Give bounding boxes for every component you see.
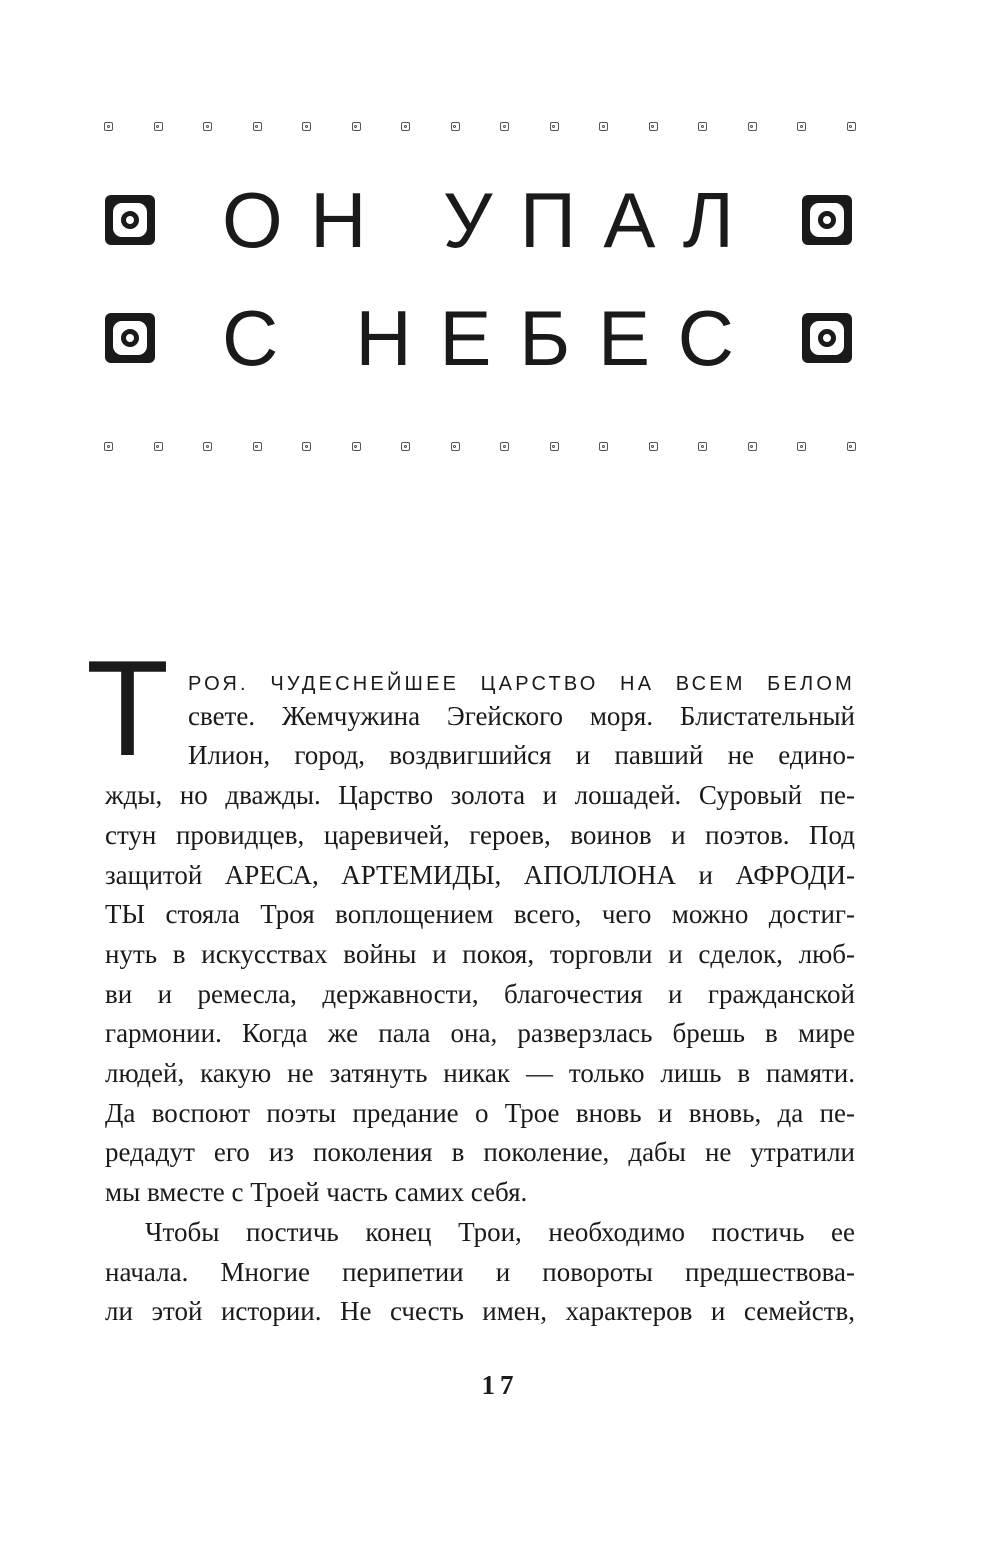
dot-ornament-icon [748,122,757,131]
title-letter: О [222,176,283,264]
title-letter [306,298,328,378]
text-line: нуть в искусствах войны и покоя, торговли и сделок, люб- [105,938,855,969]
dot-ornament-icon [253,442,262,451]
spiral-ornament-icon [105,195,155,245]
dot-ornament-icon [302,122,311,131]
dot-ornament-icon [500,442,509,451]
dot-ornament-icon [847,122,856,131]
text-line: защитой АРЕСА, АРТЕМИДЫ, АПОЛЛОНА и АФРОДИ- [105,859,855,890]
title-letter: Н [355,294,412,382]
title-letter: Н [310,176,367,264]
title-letter: Е [439,294,492,382]
dot-ornament-icon [203,122,212,131]
title-letter [394,180,416,260]
dot-ornament-icon [797,122,806,131]
dot-ornament-icon [550,442,559,451]
title-letter: Б [519,294,571,382]
dot-ornament-icon [302,442,311,451]
dot-ornament-icon [401,442,410,451]
page-number: 17 [481,1370,519,1400]
spiral-ornament-icon [105,313,155,363]
dot-ornament-icon [104,442,113,451]
dot-ornament-icon [599,442,608,451]
drop-cap: Т [86,632,170,784]
title-letter: А [603,176,656,264]
dot-ornament-icon [352,122,361,131]
dot-ornament-icon [451,122,460,131]
title-letter: Л [682,176,734,264]
title-letter: П [519,176,576,264]
dot-ornament-icon [698,442,707,451]
text-line: Да воспоют поэты предание о Трое вновь и вновь, да пе- [105,1097,855,1128]
dot-ornament-icon [748,442,757,451]
text-line: стун провидцев, царевичей, героев, воинов и поэтов. Под [105,819,855,850]
dot-ornament-icon [500,122,509,131]
dot-ornament-icon [698,122,707,131]
text-line: ви и ремесла, державности, благочестия и гражданской [105,978,855,1009]
text-line: мы вместе с Троей часть самих себя. [105,1177,528,1208]
ornament-dots-top [104,122,856,131]
dot-ornament-icon [649,122,658,131]
dot-ornament-icon [253,122,262,131]
text-line: жды, но дважды. Царство золота и лошадей. Суровый пе- [105,780,855,811]
dot-ornament-icon [649,442,658,451]
text-line: РОЯ. ЧУДЕСНЕЙШЕЕ ЦАРСТВО НА ВСЕМ БЕЛОМ [188,673,855,695]
text-line: редадут его из поколения в поколение, дабы не утратили [105,1137,855,1168]
dot-ornament-icon [203,442,212,451]
spiral-ornament-icon [802,313,852,363]
ornament-dots-bottom [104,442,856,451]
text-line: начала. Многие перипетии и повороты предшествова- [105,1256,855,1287]
dot-ornament-icon [154,442,163,451]
dot-ornament-icon [451,442,460,451]
title-letter: У [442,176,493,264]
title-letter: С [677,294,734,382]
dot-ornament-icon [599,122,608,131]
dot-ornament-icon [401,122,410,131]
text-line: гармонии. Когда же пала она, разверзлась брешь в мире [105,1018,855,1049]
dot-ornament-icon [847,442,856,451]
text-line: людей, какую не затянуть никак — только лишь в памяти. [105,1058,855,1088]
text-line: свете. Жемчужина Эгейского моря. Блистательный [188,700,855,731]
title-letter: Е [597,294,650,382]
dot-ornament-icon [104,122,113,131]
text-line: ТЫ стояла Троя воплощением всего, чего можно достиг- [105,899,855,930]
chapter-title-line-2 [222,294,734,382]
title-letter: С [222,294,279,382]
spiral-ornament-icon [802,195,852,245]
chapter-title-line-1 [222,176,734,264]
dot-ornament-icon [550,122,559,131]
dot-ornament-icon [797,442,806,451]
text-line: ли этой истории. Не счесть имен, характеров и семейств, [105,1296,855,1327]
dot-ornament-icon [154,122,163,131]
dot-ornament-icon [352,442,361,451]
text-line: Илион, город, воздвигшийся и павший не едино- [188,740,855,771]
text-line: Чтобы постичь конец Трои, необходимо постичь ее [145,1216,855,1247]
